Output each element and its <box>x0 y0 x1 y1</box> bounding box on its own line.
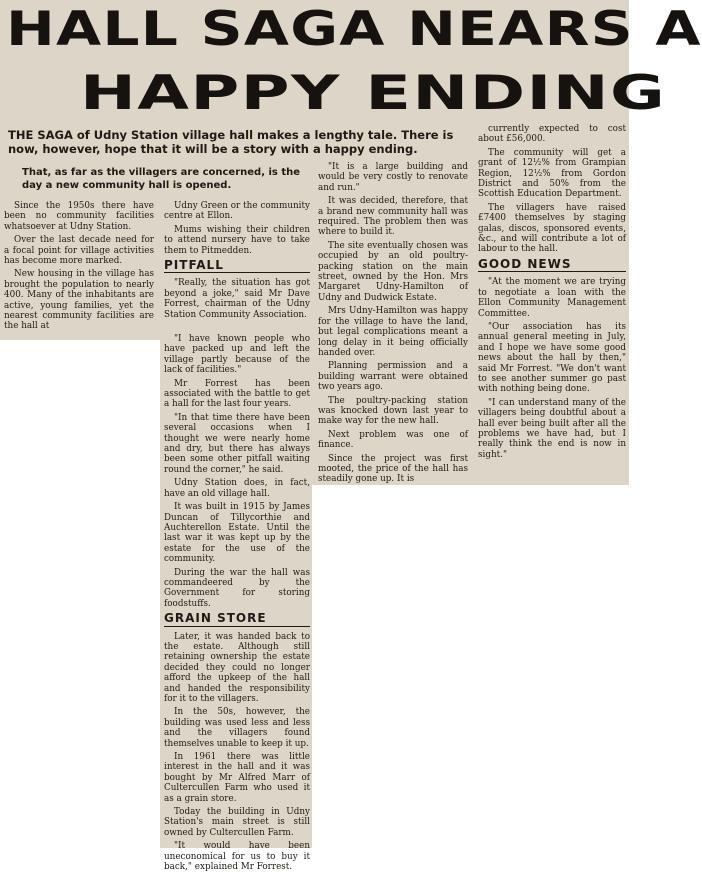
subheading-pitfall: PITFALL <box>164 260 310 273</box>
body-paragraph: currently expected to cost about £56,000. <box>478 124 626 145</box>
headline-line-1: HALL SAGA NEARS A <box>6 2 702 57</box>
body-paragraph: Since the 1950s there have been no community facilities whatsoever at Udny Station. <box>4 201 154 232</box>
body-paragraph: "I have known people who have packed up and left the village partly because of the lack of facilities." <box>164 334 310 376</box>
body-paragraph: Planning permission and a building warrant were obtained two years ago. <box>318 361 468 393</box>
body-paragraph: In the 50s, however, the building was used less and less and the villagers found themselves unable to keep it up. <box>164 707 310 749</box>
body-paragraph: The site eventually chosen was occupied by an old poultry-packing station on the main street, owned by the Hon. Mrs Margaret Udny-Hamilton of Udny and Dudwick Estate. <box>318 240 468 303</box>
subheading-grain-store: GRAIN STORE <box>164 613 310 626</box>
intro-standfirst: That, as far as the villagers are concerned, is the day a new community hall is opened. <box>22 167 301 191</box>
body-paragraph: Mr Forrest has been associated with the battle to get a hall for the last four years. <box>164 378 310 410</box>
column-3 <box>318 162 468 488</box>
body-paragraph: "It would have been uneconomical for us to buy it back," explained Mr Forrest. <box>164 841 310 873</box>
body-paragraph: "In that time there have been several occasions when I thought we were nearly home and dry, but there has always been some other pitfall waiting round the corner," he said. <box>164 412 310 475</box>
body-paragraph: Today the building in Udny Station's main street is still owned by Cultercullen Farm. <box>164 807 310 838</box>
body-paragraph: The villagers have raised £7400 themselves by staging galas, discos, sponsored events, &c., and will contribute a lot of labour to the hall. <box>478 202 626 255</box>
body-paragraph: In 1961 there was little interest in the hall and it was bought by Mr Alfred Marr of Cultercullen Farm who used it as a grain store. <box>164 752 310 804</box>
body-paragraph: Udny Station does, in fact, have an old village hall. <box>164 478 310 499</box>
body-paragraph: "It is a large building and would be very costly to renovate and run." <box>318 162 468 193</box>
body-paragraph: "Our association has its annual general meeting in July, and I hope we have some good news about the hall by then," said Mr Forrest. "We don't want to see another summer go past with nothing being done. <box>478 321 626 395</box>
body-paragraph: Over the last decade need for a focal point for village activities has become more marked. <box>4 235 154 267</box>
body-paragraph: "At the moment we are trying to negotiate a loan with the Ellon Community Management Committee. <box>478 277 626 319</box>
intro-paragraph: THE SAGA of Udny Station village hall makes a lengthy tale. There is now, however, hope that it will be a story with a happy ending. <box>8 128 454 156</box>
body-paragraph: During the war the hall was commandeered by the Government for storing foodstuffs. <box>164 567 310 609</box>
body-paragraph: Mums wishing their children to attend nursery have to take them to Pitmedden. <box>164 224 310 256</box>
subheading-good-news: GOOD NEWS <box>478 259 626 272</box>
body-paragraph: "Really, the situation has got beyond a joke," said Mr Dave Forrest, chairman of the Udny Station Community Association. <box>164 278 310 320</box>
body-paragraph: New housing in the village has brought the population to nearly 400. Many of the inhabitants are active, young families, yet the nearest community facilities are the hall at <box>4 269 154 332</box>
body-paragraph: Mrs Udny-Hamilton was happy for the village to have the land, but legal complications meant a long delay in it being officially handed over. <box>318 306 468 358</box>
body-paragraph: It was built in 1915 by James Duncan of Tillycorthie and Auchterellon Estate. Until the last war it was kept up by the estate for the use of the community. <box>164 502 310 565</box>
column-1 <box>4 201 154 335</box>
column-2-continued <box>164 334 310 876</box>
body-paragraph: The community will get a grant of 12½% from Grampian Region, 12½% from Gordon District and 50% from the Scottish Education Department. <box>478 147 626 200</box>
body-paragraph: The poultry-packing station was knocked down last year to make way for the new hall. <box>318 395 468 427</box>
column-2-top <box>164 201 310 323</box>
body-paragraph: It was decided, therefore, that a brand new community hall was required. The problem then was where to build it. <box>318 196 468 238</box>
body-paragraph: Udny Green or the community centre at Ellon. <box>164 201 310 222</box>
body-paragraph: Since the project was first mooted, the price of the hall has steadily gone up. It is <box>318 453 468 485</box>
body-paragraph: Later, it was handed back to the estate. Although still retaining ownership the estate decided they could no longer afford the upkeep of the hall and handed the responsibility for it to the villagers. <box>164 631 310 704</box>
column-4 <box>478 124 626 463</box>
body-paragraph: "I can understand many of the villagers being doubtful about a hall ever being built after all the problems we have had, but I really think the end is now in sight." <box>478 397 626 460</box>
headline-line-2: HAPPY ENDING <box>80 66 667 121</box>
body-paragraph: Next problem was one of finance. <box>318 429 468 451</box>
